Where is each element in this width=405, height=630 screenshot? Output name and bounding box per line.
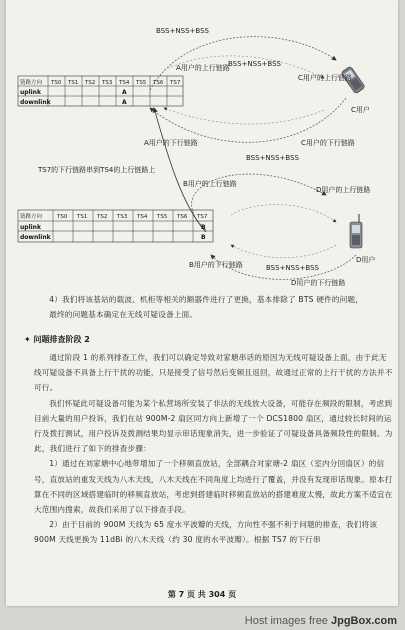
bottom-header-4: TS3 bbox=[117, 214, 128, 220]
top-header-4: TS3 bbox=[102, 80, 113, 86]
bottom-header-7: TS6 bbox=[177, 214, 188, 220]
para-d: 2）由于目前的 900M 天线为 65 度水平波瓣的天线，方向性不强不利于问题的排查，我们将该 900M 天线更换为 11dBi 的八木天线（约 30 度的水平波瓣）。根据 TS7 的下行串 bbox=[34, 520, 378, 545]
top-header-8: TS7 bbox=[170, 80, 181, 86]
para-4-block bbox=[34, 292, 394, 322]
watermark-text: Host images free bbox=[244, 615, 331, 627]
para-4: 4）我们将该基站的载波、机柜等相关的额器件进行了更换，基本排除了 BTS 硬件的问题， bbox=[49, 295, 364, 304]
section-heading bbox=[24, 334, 90, 345]
top-row-uplink: uplink bbox=[20, 89, 41, 96]
top-header-5: TS4 bbox=[119, 80, 130, 86]
bss-label-bottom: BSS+NSS+BSS bbox=[266, 264, 319, 272]
bottom-header-0: 链路方向 bbox=[20, 214, 43, 220]
d-downlink-arc bbox=[231, 245, 336, 258]
bottom-header-5: TS4 bbox=[137, 214, 148, 220]
b-downlink-label: B用户的下行链路 bbox=[189, 261, 243, 269]
top-timeslot-table bbox=[18, 76, 183, 106]
c-downlink-label: C用户的下行链路 bbox=[301, 139, 355, 147]
bottom-header-3: TS2 bbox=[97, 214, 108, 220]
para-b: 我们怀疑此可疑设备可能为某个私营场所安装了非法的无线放大设备，可能存在频段的限制，考虑到目前大量的用户投诉，我们在站 900M-2 扇区同方向上新增了一个 DCS1800 扇区，通过较长时间的运行及拨打测试，用户投诉及拨测结果均显示串话现象消失，进一步验证了可疑设备具备频段性的限制。为此，我们进行了如下的排查步骤： bbox=[34, 398, 393, 454]
top-header-7: TS6 bbox=[153, 80, 164, 86]
bottom-timeslot-table bbox=[18, 210, 213, 242]
bottom-header-2: TS1 bbox=[77, 214, 88, 220]
bss-label-top: BSS+NSS+BSS bbox=[156, 27, 209, 35]
d-uplink-label: D用户的上行链路 bbox=[316, 186, 371, 194]
para-4b: 最终的问题基本确定在无线可疑设备上面。 bbox=[49, 310, 198, 320]
top-header-2: TS1 bbox=[68, 80, 79, 86]
top-header-0: 链路方向 bbox=[20, 80, 43, 86]
ts7-note-label: TS7的下行链路串到TS4的上行链路上 bbox=[38, 166, 156, 174]
bottom-mark-uplink: B bbox=[201, 224, 206, 231]
watermark bbox=[245, 615, 397, 627]
top-header-3: TS2 bbox=[85, 80, 96, 86]
watermark-brand: JpgBox.com bbox=[330, 615, 397, 627]
a-downlink-arc bbox=[164, 108, 324, 124]
bottom-row-uplink: uplink bbox=[20, 224, 41, 231]
bss-label-mid2: BSS+NSS+BSS bbox=[246, 154, 299, 162]
d-user-label: D用户 bbox=[356, 256, 376, 264]
d-user-phone-icon bbox=[350, 214, 362, 248]
top-row-downlink: downlink bbox=[20, 99, 51, 106]
a-uplink-label: A用户的上行链路 bbox=[176, 64, 230, 72]
page-number: 第 7 页 共 304 页 bbox=[167, 590, 237, 599]
top-mark-downlink: A bbox=[122, 99, 127, 106]
b-uplink-label: B用户的上行链路 bbox=[183, 180, 237, 188]
bottom-mark-downlink: B bbox=[201, 234, 206, 241]
crosstalk-diagram bbox=[6, 0, 398, 290]
bss-label-mid1: BSS+NSS+BSS bbox=[228, 60, 281, 68]
bottom-header-8: TS7 bbox=[197, 214, 208, 220]
bullet-icon: ✦ bbox=[24, 335, 31, 344]
c-user-label: C用户 bbox=[351, 106, 370, 114]
para-c: 1）通过在刘家塘中心地带增加了一个移频直放站，全部耦合对家塘-2 扇区（室内分回扇区）的信号，直放站的重发天线为八木天线，八木天线在不同角度上均进行了覆盖，并没有发现串话现象。原本打算在不同的区域搭建临时的移频直放站，考虑到搭建临时移频直放站的搭建难度太慢，故此方案不适宜在大范围内搜索，故我们采用了以下排查手段。 bbox=[34, 459, 393, 515]
bottom-header-6: TS5 bbox=[157, 214, 168, 220]
top-header-6: TS5 bbox=[136, 80, 147, 86]
top-header-1: TS0 bbox=[51, 80, 62, 86]
document-page bbox=[6, 0, 398, 606]
section-heading-text: 问题排查阶段 2 bbox=[33, 335, 90, 344]
bottom-header-1: TS0 bbox=[57, 214, 68, 220]
top-mark-uplink: A bbox=[122, 89, 127, 96]
bottom-row-downlink: downlink bbox=[20, 234, 51, 241]
d-downlink-label: D用户的下行链路 bbox=[291, 279, 346, 287]
c-uplink-label: C用户的上行链路 bbox=[298, 74, 352, 82]
c-downlink-arc bbox=[150, 98, 346, 142]
para-a: 通过阶段 1 的系列排查工作，我们可以确定导致对家塘串话的原因为无线可疑设备上面，由于此无线可疑设备不具备上行干扰的功能，只是接受了信号然后变频且返回，故通过正常的上行干扰的方法并不可行。 bbox=[34, 353, 393, 393]
a-downlink-label: A用户的下行链路 bbox=[144, 139, 198, 147]
body-text bbox=[34, 350, 394, 548]
d-uplink-arc bbox=[231, 205, 336, 222]
